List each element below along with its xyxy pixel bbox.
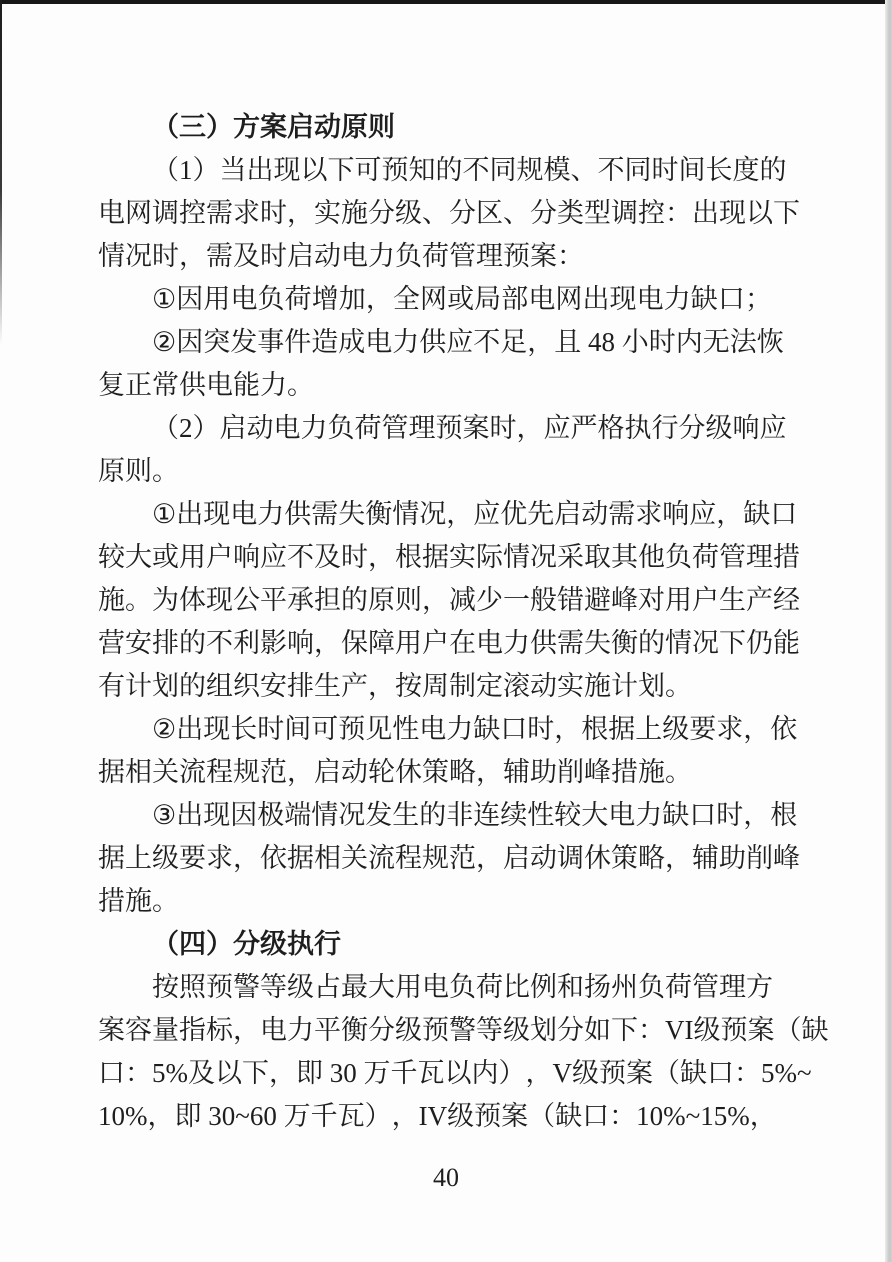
text-line: ② 出 现 长 时 间 可 预 见 性 电 力 缺 口 时 ， 根 据 上 级 要 求 ， 依 — [152, 714, 798, 744]
text-line: ② 因 突 发 事 件 造 成 电 力 供 应 不 足 ， 且 48 小 时 内 无 法 恢 — [152, 327, 784, 357]
text-line: 据相关流程规范，启动轮休策略，辅助削峰措施。 — [98, 757, 692, 787]
text-line: ① 出 现 电 力 供 需 失 衡 情 况 ， 应 优 先 启 动 需 求 响 应 ， 缺 口 — [152, 499, 798, 529]
section-heading: （四）分级执行 — [152, 929, 341, 959]
top-edge-artifact — [0, 0, 892, 4]
text-line: 据 上 级 要 求 ， 依 据 相 关 流 程 规 范 ， 启 动 调 休 策 略 ， 辅 助 削 峰 — [98, 843, 800, 873]
text-line: 复正常供电能力。 — [98, 370, 314, 400]
text-line: （ 2 ） 启 动 电 力 负 荷 管 理 预 案 时 ， 应 严 格 执 行 分 级 响 应 — [152, 413, 787, 443]
text-line: 较 大 或 用 户 响 应 不 及 时 ， 根 据 实 际 情 况 采 取 其 他 负 荷 管 理 措 — [98, 542, 800, 572]
text-block — [98, 106, 829, 1138]
left-edge-artifact — [0, 0, 2, 345]
page-number: 40 — [433, 1163, 459, 1192]
text-line: （ 1 ） 当 出 现 以 下 可 预 知 的 不 同 规 模 、 不 同 时 间 长 度 的 — [152, 155, 787, 185]
text-line: ③ 出 现 因 极 端 情 况 发 生 的 非 连 续 性 较 大 电 力 缺 口 时 ， 根 — [152, 800, 798, 830]
section-heading: （三）方案启动原则 — [152, 112, 395, 142]
text-line: 口 ： 5% 及 以 下 ， 即 30 万 千 瓦 以 内 ） ， V 级 预 案 （ 缺 口 ： 5%~ — [98, 1058, 812, 1088]
text-line: 措施。 — [98, 886, 179, 916]
text-line: 情况时，需及时启动电力负荷管理预案： — [98, 241, 584, 271]
text-line: 施 。 为 体 现 公 平 承 担 的 原 则 ， 减 少 一 般 错 避 峰 对 用 户 生 产 经 — [98, 585, 800, 615]
text-line: 有计划的组织安排生产，按周制定滚动实施计划。 — [98, 671, 692, 701]
text-line: 案 容 量 指 标 ， 电 力 平 衡 分 级 预 警 等 级 划 分 如 下 ： VI 级 预 案 （ 缺 — [98, 1015, 829, 1045]
right-edge-artifact — [885, 0, 892, 1262]
text-line: 10% ， 即 30~60 万 千 瓦 ） ， IV 级 预 案 （ 缺 口 ： 10%~15% ， — [98, 1101, 777, 1131]
text-line: 营 安 排 的 不 利 影 响 ， 保 障 用 户 在 电 力 供 需 失 衡 的 情 况 下 仍 能 — [98, 628, 800, 658]
text-line: ① 因 用 电 负 荷 增 加 ， 全 网 或 局 部 电 网 出 现 电 力 缺 口 ； — [152, 284, 772, 314]
text-line: 按 照 预 警 等 级 占 最 大 用 电 负 荷 比 例 和 扬 州 负 荷 管 理 方 — [152, 972, 773, 1002]
text-line: 电 网 调 控 需 求 时 ， 实 施 分 级 、 分 区 、 分 类 型 调 控 ： 出 现 以 下 — [98, 198, 800, 228]
text-line: 原则。 — [98, 456, 179, 486]
